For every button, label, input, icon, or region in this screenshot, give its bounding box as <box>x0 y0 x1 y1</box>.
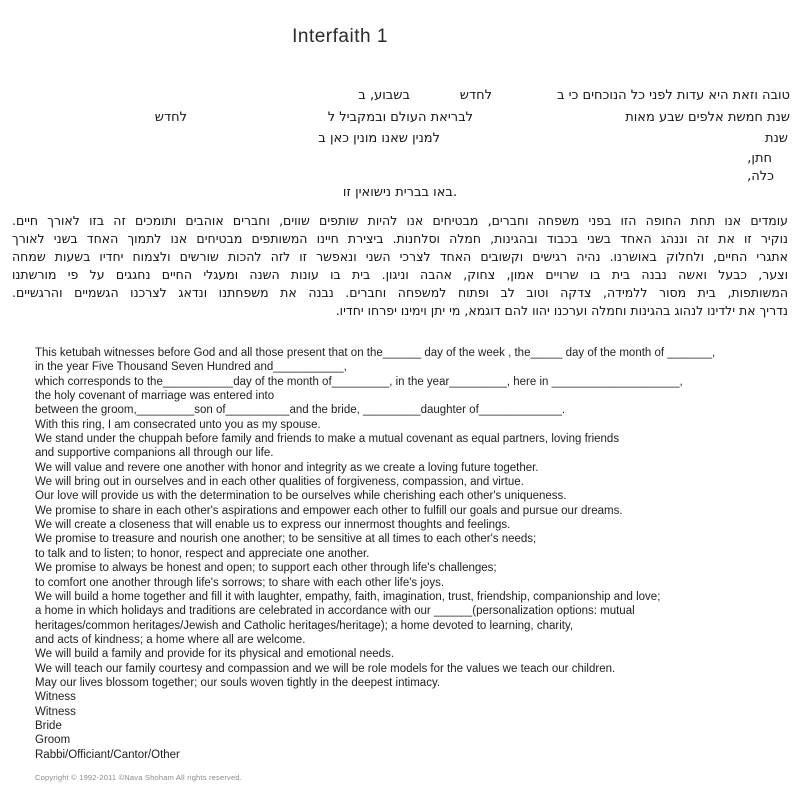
hebrew-year-label: שנת <box>765 131 788 146</box>
english-text-line: which corresponds to the___________day of the month of_________, in the year_________, here in ____________________, <box>35 375 683 388</box>
hebrew-year-phrase: שנת חמשת אלפים שבע מאות <box>625 110 790 125</box>
hebrew-date-line-3 <box>0 131 800 149</box>
hebrew-vow-line: נוקיר זו את זה וננהג האחד בשני בכבוד ובהגינות, חמלה וסלחנות. ביצירת חיינו המשותפים מבטיחים אנו לתמוך האחד בשני לאורך <box>12 231 788 246</box>
english-text-line: We will teach our family courtesy and compassion and we will be role models for the values we teach our children. <box>35 662 616 675</box>
hebrew-testimony-phrase: טובה וזאת היא עדות לפני כל הנוכחים כי ב <box>556 88 790 103</box>
english-text-line: We promise to share in each other's aspirations and empower each other to fulfill our goals and pursue our dreams. <box>35 504 623 517</box>
hebrew-week-label: בשבוע, ב <box>358 88 410 103</box>
english-text-line: to talk and to listen; to honor, respect and appreciate one another. <box>35 547 370 560</box>
hebrew-covenant-line: באו בברית נישואין זו. <box>342 185 458 200</box>
english-text-line: We will value and revere one another with honor and integrity as we create a loving future together. <box>35 461 539 474</box>
hebrew-creation-phrase: לבריאת העולם ובמקביל ל <box>327 110 473 125</box>
english-text-line: and acts of kindness; a home where all are welcome. <box>35 633 306 646</box>
copyright-notice: Copyright © 1992-2011 ©Nava Shoham All rights reserved. <box>35 773 243 782</box>
signature-label-witness-1: Witness <box>35 691 76 704</box>
english-text-line: We promise to always be honest and open; to support each other through life's challenges; <box>35 562 497 575</box>
hebrew-month-label: לחדש <box>459 88 492 103</box>
english-text-line: We promise to treasure and nourish one another; to be sensitive at all times to each other's needs; <box>35 533 537 546</box>
hebrew-vow-line: וצער, כבעל ואשה נבנה בית בו שרויים אמון, צחוק, אהבה וניגון. בית בו עונות השנה ומעגלי החיים נחגגים על פי מורשתנו <box>12 267 788 282</box>
english-text-line: We will create a closeness that will enable us to express our innermost thoughts and feelings. <box>35 519 511 532</box>
hebrew-groom-word: חתן, <box>747 151 772 166</box>
signature-label-bride: Bride <box>35 719 62 732</box>
english-text-line: This ketubah witnesses before God and all those present that on the______ day of the week , the_____ day of the month of _______, <box>35 347 716 359</box>
page-title: Interfaith 1 <box>292 26 388 47</box>
hebrew-vow-line-last: נדריך את ילדינו לנהוג בהגינות וחמלה וערכנו יהוו להם דוגמא, מי יתן וימינו יפרחו יחדיו. <box>335 303 788 318</box>
english-text-line: to comfort one another through life's sorrows; to share with each other life's joys. <box>35 576 445 589</box>
english-text-line: We will bring out in ourselves and in each other qualities of forgiveness, compassion, and virtue. <box>35 476 524 489</box>
hebrew-month-label-2: לחדש <box>154 110 187 125</box>
english-text-line: With this ring, I am consecrated unto you as my spouse. <box>35 418 321 431</box>
english-text-line: We will build a home together and fill it with laughter, empathy, faith, imagination, trust, friendship, companionship and love; <box>35 590 661 603</box>
signature-label-witness-2: Witness <box>35 705 76 718</box>
english-text-line: in the year Five Thousand Seven Hundred and___________, <box>35 361 347 374</box>
hebrew-bride-word: כלה, <box>747 169 774 184</box>
hebrew-count-phrase: למנין שאנו מונין כאן ב <box>318 131 440 146</box>
english-text-line: Our love will provide us with the determination to be ourselves while cherishing each other's uniqueness. <box>35 490 567 503</box>
hebrew-groom-label <box>0 151 800 169</box>
signature-label-groom: Groom <box>35 734 71 747</box>
hebrew-date-line-2 <box>0 110 800 128</box>
hebrew-vow-line: אתגרי החיים, ולחלוק באושרנו. נהיה רגישים וקשובים האחד לצרכי השני ונאפשר זו לזה להכות שורשים ולצמוח יחדיו בשעות שמחה <box>12 249 788 264</box>
english-text-line: We stand under the chuppah before family and friends to make a mutual covenant as equal partners, loving friends <box>35 433 620 446</box>
hebrew-vow-line: המשותפות, בית מסור ללמידה, צדקה וטוב לב ופתוח למשפחה וחברים. נבנה את משפחתנו ונדאג לצרכנו הגשמיים והרגשיים. <box>12 285 788 300</box>
hebrew-vows-paragraph <box>12 212 788 320</box>
signature-label-officiant: Rabbi/Officiant/Cantor/Other <box>35 748 180 761</box>
english-text-line: and supportive companions all through our life. <box>35 447 274 460</box>
english-text-line: a home in which holidays and traditions are celebrated in accordance with our ______(personalization options: mutual <box>35 605 635 618</box>
english-text-line: between the groom,_________son of__________and the bride, _________daughter of_____________. <box>35 404 566 417</box>
english-text-line: the holy covenant of marriage was entered into <box>35 390 275 403</box>
english-text-line: May our lives blossom together; our souls woven tightly in the deepest intimacy. <box>35 676 441 689</box>
english-ketubah-text <box>35 346 797 762</box>
english-text-line: heritages/common heritages/Jewish and Catholic heritages/heritage); a home devoted to learning, charity, <box>35 619 574 632</box>
hebrew-vow-line: עומדים אנו תחת החופה הזו בפני משפחה וחברים, מבטיחים אנו להיות שותפים שווים, וחברים אוהבים ותומכים זה בזו לאורך חיים. <box>12 213 788 228</box>
english-text-line: We will build a family and provide for its physical and emotional needs. <box>35 648 395 661</box>
hebrew-date-line-1 <box>0 88 800 106</box>
